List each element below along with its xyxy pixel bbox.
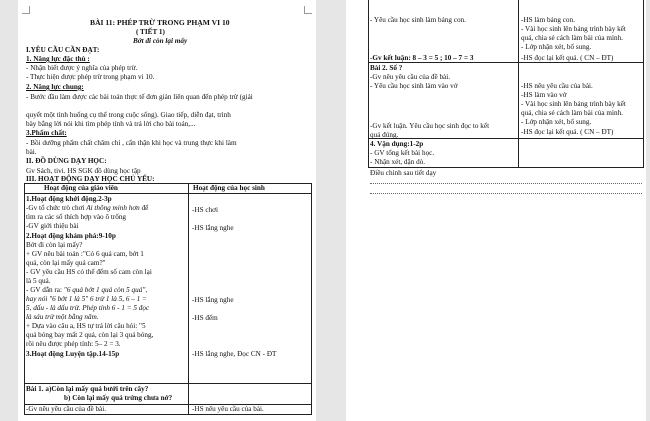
table-cell-line: + GV nêu bài toán :"Có 6 quả cam, bớt 1 [26,250,144,258]
table-cell-line: quả bóng bay mất 2 quả, còn lại 3 quả bóng, [26,331,154,339]
table-cell-line: - Lớp nhận xét, bổ sung. [521,118,592,126]
table-cell-line: quả đúng. [370,131,399,139]
document-page-left [18,0,316,421]
table-cell-line: 5, dấu - là dấu trừ. Phép tính 6 - 1 = 5 đọc [26,304,150,312]
table-cell-line: -Gv nêu yêu cầu của đề bài. [370,73,451,81]
table-cell-line: là 5 quả. [26,277,51,285]
table-cell-line: -Gv nêu yêu cầu của đề bài. [26,405,107,413]
table-cell-line: - Vài học sinh lên bảng trình bày kết [521,100,626,108]
table-header-teacher: Hoạt động của giáo viên [44,184,118,192]
adjustment-note-label: Điều chỉnh sau tiết dạy [370,169,437,177]
table-cell-line: quả, còn lại mấy quả cam?" [26,259,106,267]
lesson-period: ( TIẾT 1) [136,28,165,36]
table-cell-line: quả, chia sẻ cách làm bài của mình. [521,34,623,42]
table-cell-line: rồi nêu được phép tính: 5– 2 = 3. [26,340,121,348]
section-heading: III. HOẠT ĐỘNG DẠY HỌC CHỦ YẾU: [26,175,155,183]
table-cell-line: -HS nêu yêu cầu của bài. [521,82,593,90]
crop-mark [304,6,312,14]
lesson-subtitle: Bớt đi còn lại mấy [133,37,188,45]
table-cell-line: - GV dẫn ra: "6 quả bớt 1 quả còn 5 quả", [26,286,148,294]
table-column-divider [518,0,519,168]
table-cell-line: -HS đếm [192,314,218,322]
table-cell-line: - Nhận xét, dặn dò. [370,158,426,166]
body-line: bài. [26,148,37,156]
table-cell-line: -HS chơi [192,206,218,214]
section-subheading: 3.Phẩm chất: [26,129,67,137]
table-cell-line: - GV yêu cầu HS có thể đếm số cam còn lại [26,268,152,276]
exercise-heading: b) Còn lại mấy quả trứng chưa nở? [64,394,173,402]
activity-heading: 2.Hoạt động khám phá:9-10p [26,232,116,240]
table-cell-line: - GV tổng kết bài học. [370,149,435,157]
dotted-writing-line [370,183,642,184]
table-cell-line: -Gv tổ chức trò chơi Ai thông minh hơn để [26,204,149,212]
table-cell-line: -HS lắng nghe, Đọc CN - ĐT [192,350,277,358]
table-cell-line: -HS làm bảng con. [521,16,575,24]
section-heading: II. ĐỒ DÙNG DẠY HỌC: [26,157,107,165]
section-heading: I.YÊU CẦU CẦN ĐẠT: [26,46,100,54]
body-line: - Bồi dưỡng phẩm chất chăm chỉ , cẩn thận khi học và trung thực khi làm [26,139,237,147]
table-cell-line: -HS lắng nghe [192,224,234,232]
table-cell-line: -HS nêu yêu cầu của bài. [192,405,264,413]
lesson-title: BÀI 11: PHÉP TRỪ TRONG PHẠM VI 10 [90,18,230,27]
table-header-student: Hoạt động của học sinh [193,184,265,192]
table-row-divider [368,62,644,63]
table-row-divider [368,138,644,139]
table-cell-line: hay nói "6 bớt 1 là 5" 6 trừ 1 là 5, 6 – 1 = [26,295,147,303]
body-line: Gv Sách, tivi. HS SGK đồ dùng học tập [26,167,141,175]
exercise-heading: Bài 1. a)Còn lại mấy quả bưởi trên cây? [26,385,149,393]
dotted-writing-line [370,193,642,194]
table-cell-line: -Gv kết luận: 8 – 3 = 5 ; 10 – 7 = 3 [370,54,474,62]
table-cell-line: tìm ra các số thích hợp vào ô trống [26,213,127,221]
table-cell-line: -GV giới thiệu bài [26,222,79,230]
body-line: bày bằng lời nói khi tìm phép tính và trả lời cho bài toán,... [26,120,196,128]
table-header-divider [24,193,312,194]
exercise-heading: Bài 2. Số ? [370,64,403,72]
section-subheading: 2. Năng lực chung: [26,83,84,91]
activity-heading: 3.Hoạt động Luyện tập.14-15p [26,350,120,358]
table-cell-line: -HS đọc lại kết quả. ( CN – ĐT) [521,128,614,136]
table-cell-line: -Gv kết luận. Yêu cầu học sinh đọc to kết [370,122,490,130]
table-cell-line: - Yêu cầu học sinh làm bảng con. [370,16,466,24]
table-column-divider [188,183,189,415]
section-subheading: 1. Năng lực đặc thù : [26,55,90,63]
document-page-right [346,0,646,421]
table-cell-line: Bớt đi còn lại mấy? [26,241,83,249]
body-line: quyết một tình huống cụ thể trong cuộc sống). Giao tiếp, diễn đạt, trình [26,111,231,119]
crop-mark [22,6,30,14]
body-line: - Nhận biết được ý nghĩa của phép trừ. [26,64,138,72]
activity-heading: 4. Vận dụng:1-2p [370,140,424,148]
table-cell-line: - Lớp nhận xét, bổ sung. [521,43,592,51]
table-cell-line: -HS làm vào vở [521,91,567,99]
table-cell-line: quả, chia sẻ cách làm bài của mình. [521,109,623,117]
body-line: - Bước đầu làm được các bài toán thực tế đơn giản liên quan đến phép trừ (giải [26,93,253,101]
table-cell-line: - Yêu cầu học sinh làm vào vở [370,82,458,90]
table-cell-line: + Dựa vào câu a, HS tự trả lời câu hỏi: "5 [26,322,146,330]
table-row-divider [24,383,312,384]
table-cell-line: -HS lắng nghe [192,296,234,304]
activity-heading: 1.Hoạt động khởi động.2-3p [26,195,112,203]
table-cell-line: - Vài học sinh lên bảng trình bày kết [521,25,626,33]
body-line: - Thực hiện được phép trừ trong phạm vi 10. [26,73,155,81]
table-cell-line: là sáu trừ một bằng năm. [26,313,99,321]
table-cell-line: -HS đọc lại kết quả. ( CN – ĐT) [521,54,614,62]
